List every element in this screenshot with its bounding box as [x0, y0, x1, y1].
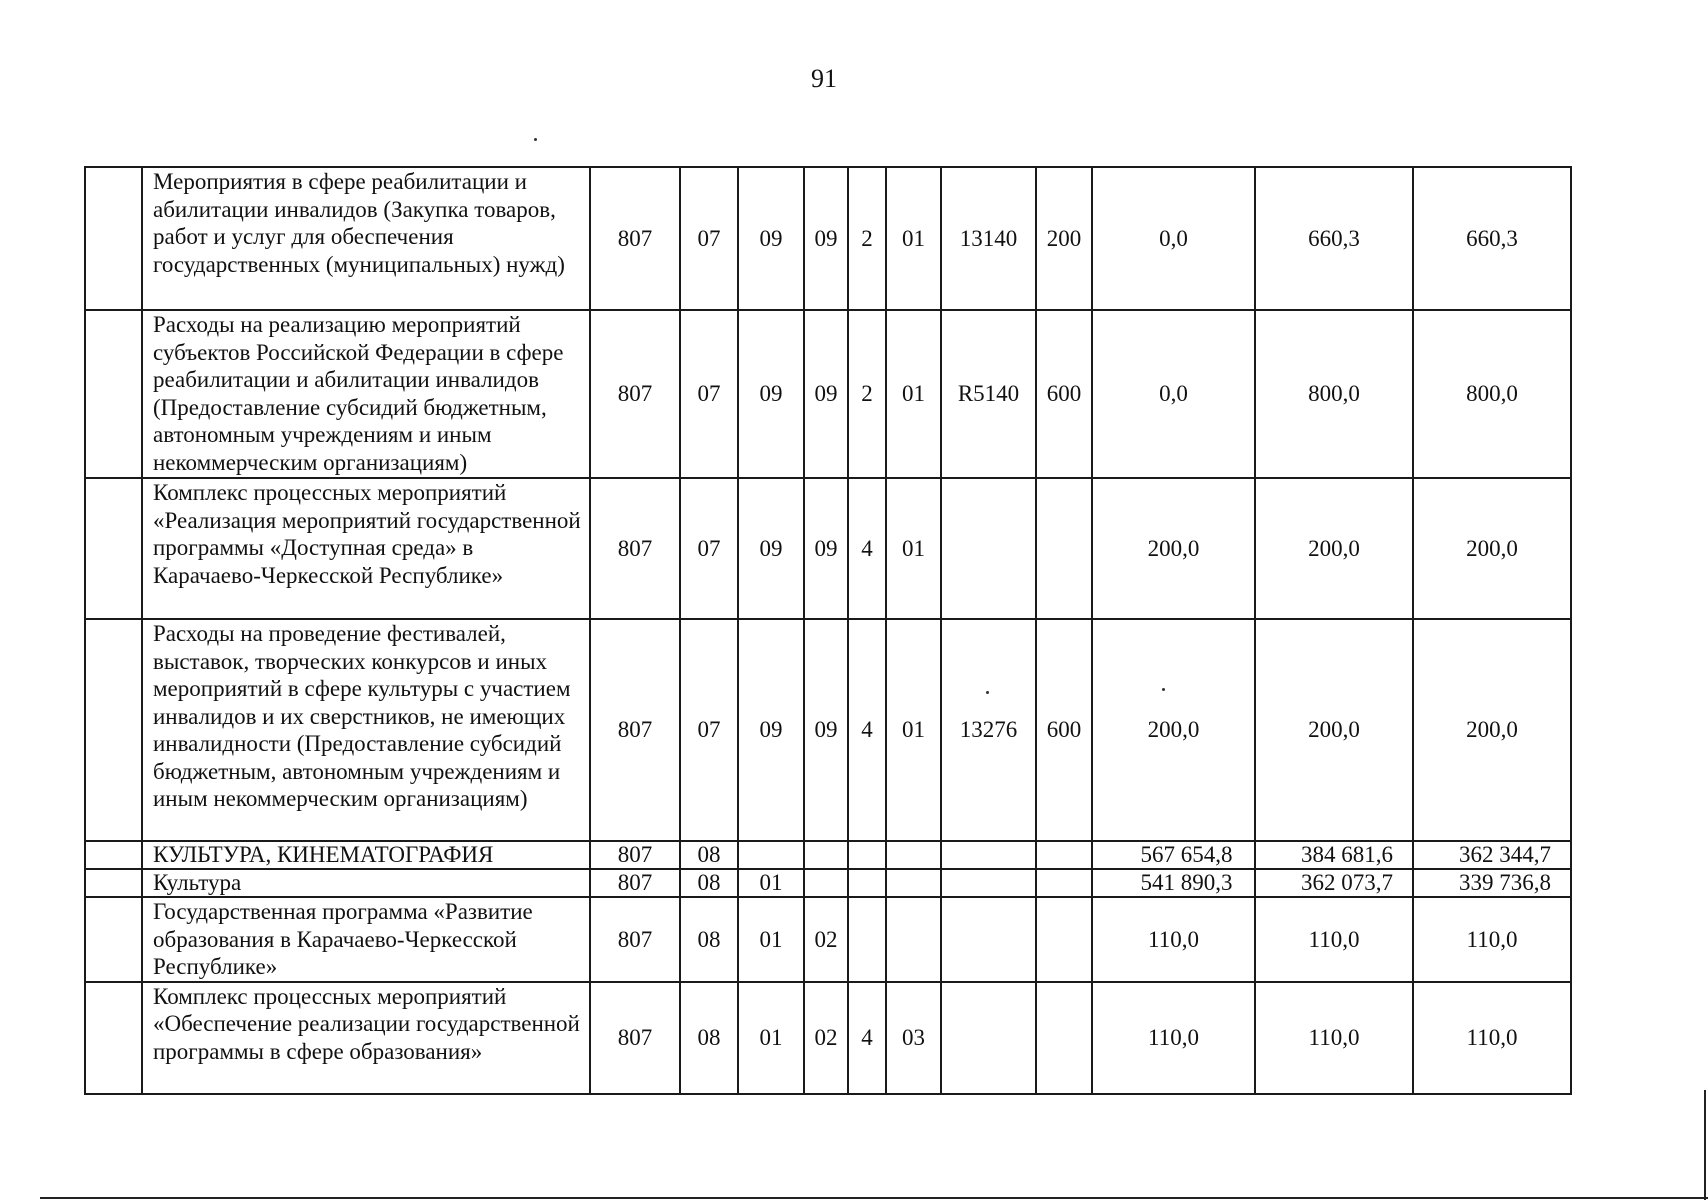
- section-code: 08: [680, 841, 738, 869]
- event-code: 01: [886, 478, 941, 619]
- sum-year-1: 567 654,8: [1092, 841, 1255, 869]
- program-code: 09: [804, 478, 848, 619]
- program-code: 02: [804, 982, 848, 1094]
- section-code: 08: [680, 869, 738, 897]
- sum-year-2: 200,0: [1255, 478, 1413, 619]
- subsection-code: 09: [738, 310, 804, 478]
- sum-year-2: 110,0: [1255, 897, 1413, 982]
- sum-year-2: 110,0: [1255, 982, 1413, 1094]
- sum-year-2: 200,0: [1255, 619, 1413, 841]
- event-code: 01: [886, 167, 941, 310]
- direction-code: R5140: [941, 310, 1036, 478]
- sum-year-1: 541 890,3: [1092, 869, 1255, 897]
- subprogram-code: [848, 897, 886, 982]
- item-name: Комплекс процессных мероприятий «Реализация мероприятий государственной программы «Доступная среда» в Карачаево-Черкесской Республике»: [142, 478, 590, 619]
- budget-table: [84, 166, 1572, 1095]
- sum-year-1: 200,0: [1092, 619, 1255, 841]
- table-row: [85, 478, 1571, 619]
- row-number-cell: [85, 478, 142, 619]
- sum-year-3: 339 736,8: [1413, 869, 1571, 897]
- sum-year-3: 110,0: [1413, 897, 1571, 982]
- direction-code: [941, 869, 1036, 897]
- ministry-code: 807: [590, 982, 680, 1094]
- event-code: [886, 897, 941, 982]
- ministry-code: 807: [590, 478, 680, 619]
- subsection-code: 09: [738, 478, 804, 619]
- table-row: [85, 982, 1571, 1094]
- program-code: [804, 841, 848, 869]
- event-code: 03: [886, 982, 941, 1094]
- section-code: 08: [680, 897, 738, 982]
- sum-year-2: 660,3: [1255, 167, 1413, 310]
- sum-year-3: 660,3: [1413, 167, 1571, 310]
- subprogram-code: [848, 841, 886, 869]
- program-code: 02: [804, 897, 848, 982]
- subprogram-code: 4: [848, 478, 886, 619]
- direction-code: [941, 841, 1036, 869]
- row-number-cell: [85, 897, 142, 982]
- ministry-code: 807: [590, 167, 680, 310]
- item-name: Мероприятия в сфере реабилитации и абилитации инвалидов (Закупка товаров, работ и услуг для обеспечения государственных (муниципальных) нужд): [142, 167, 590, 310]
- sum-year-1: 0,0: [1092, 310, 1255, 478]
- row-number-cell: [85, 869, 142, 897]
- event-code: [886, 841, 941, 869]
- table-row: [85, 869, 1571, 897]
- sum-year-2: 362 073,7: [1255, 869, 1413, 897]
- table-row: [85, 841, 1571, 869]
- section-code: 07: [680, 167, 738, 310]
- subprogram-code: 4: [848, 982, 886, 1094]
- sum-year-1: 110,0: [1092, 982, 1255, 1094]
- direction-code: 13276: [941, 619, 1036, 841]
- direction-code: [941, 982, 1036, 1094]
- event-code: 01: [886, 619, 941, 841]
- subsection-code: 01: [738, 982, 804, 1094]
- ministry-code: 807: [590, 619, 680, 841]
- ministry-code: 807: [590, 310, 680, 478]
- sum-year-3: 800,0: [1413, 310, 1571, 478]
- ministry-code: 807: [590, 869, 680, 897]
- program-code: [804, 869, 848, 897]
- section-code: 08: [680, 982, 738, 1094]
- expense-type-code: [1036, 478, 1092, 619]
- sum-year-3: 110,0: [1413, 982, 1571, 1094]
- program-code: 09: [804, 167, 848, 310]
- ministry-code: 807: [590, 841, 680, 869]
- direction-code: [941, 478, 1036, 619]
- scan-edge-bottom: [40, 1197, 1708, 1199]
- expense-type-code: 200: [1036, 167, 1092, 310]
- page-number: 91: [811, 64, 837, 93]
- section-code: 07: [680, 310, 738, 478]
- expense-type-code: [1036, 982, 1092, 1094]
- scan-edge-right: [1704, 1090, 1706, 1200]
- row-number-cell: [85, 841, 142, 869]
- table-row: [85, 167, 1571, 310]
- sum-year-3: 200,0: [1413, 478, 1571, 619]
- table-row: [85, 897, 1571, 982]
- item-name: Комплекс процессных мероприятий «Обеспечение реализации государственной программы в сфере образования»: [142, 982, 590, 1094]
- item-name: Государственная программа «Развитие образования в Карачаево-Черкесской Республике»: [142, 897, 590, 982]
- subprogram-code: 2: [848, 310, 886, 478]
- row-number-cell: [85, 982, 142, 1094]
- direction-code: 13140: [941, 167, 1036, 310]
- subprogram-code: 4: [848, 619, 886, 841]
- row-number-cell: [85, 619, 142, 841]
- expense-type-code: [1036, 869, 1092, 897]
- sum-year-2: 800,0: [1255, 310, 1413, 478]
- expense-type-code: [1036, 897, 1092, 982]
- item-name: Расходы на проведение фестивалей, выставок, творческих конкурсов и иных мероприятий в сфере культуры с участием инвалидов и их сверстников, не имеющих инвалидности (Предоставление субсидий бюджетным, автономным учреждениям и иным некоммерческим организациям): [142, 619, 590, 841]
- row-number-cell: [85, 310, 142, 478]
- subsection-code: 09: [738, 619, 804, 841]
- expense-type-code: 600: [1036, 619, 1092, 841]
- sum-year-3: 200,0: [1413, 619, 1571, 841]
- table-row: [85, 310, 1571, 478]
- subsection-code: 09: [738, 167, 804, 310]
- sum-year-1: 0,0: [1092, 167, 1255, 310]
- scan-speck: [534, 138, 537, 141]
- program-code: 09: [804, 310, 848, 478]
- expense-type-code: [1036, 841, 1092, 869]
- subprogram-code: [848, 869, 886, 897]
- sum-year-2: 384 681,6: [1255, 841, 1413, 869]
- subsection-code: 01: [738, 897, 804, 982]
- item-name: КУЛЬТУРА, КИНЕМАТОГРАФИЯ: [142, 841, 590, 869]
- event-code: [886, 869, 941, 897]
- sum-year-3: 362 344,7: [1413, 841, 1571, 869]
- sum-year-1: 200,0: [1092, 478, 1255, 619]
- section-code: 07: [680, 619, 738, 841]
- table-row: [85, 619, 1571, 841]
- event-code: 01: [886, 310, 941, 478]
- section-code: 07: [680, 478, 738, 619]
- subsection-code: 01: [738, 869, 804, 897]
- expense-type-code: 600: [1036, 310, 1092, 478]
- row-number-cell: [85, 167, 142, 310]
- direction-code: [941, 897, 1036, 982]
- item-name: Расходы на реализацию мероприятий субъектов Российской Федерации в сфере реабилитации и абилитации инвалидов (Предоставление субсидий бюджетным, автономным учреждениям и иным некоммерческим организациям): [142, 310, 590, 478]
- ministry-code: 807: [590, 897, 680, 982]
- sum-year-1: 110,0: [1092, 897, 1255, 982]
- subprogram-code: 2: [848, 167, 886, 310]
- item-name: Культура: [142, 869, 590, 897]
- program-code: 09: [804, 619, 848, 841]
- subsection-code: [738, 841, 804, 869]
